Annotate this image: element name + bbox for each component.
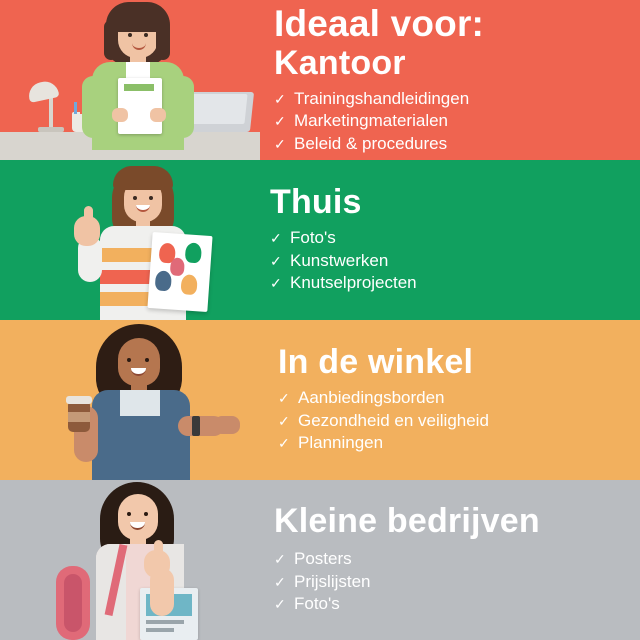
- person-eye: [144, 33, 148, 37]
- wristwatch-icon: [192, 416, 200, 436]
- list-item-label: Knutselprojecten: [290, 273, 417, 293]
- list-item-label: Planningen: [298, 433, 384, 453]
- list-item-label: Gezondheid en veiligheid: [298, 410, 489, 430]
- person-eye: [128, 33, 132, 37]
- handprint-icon: [185, 242, 202, 263]
- person-arm-right: [172, 76, 194, 138]
- text-block-kleine-bedrijven: [260, 504, 640, 616]
- thumb-icon: [154, 540, 163, 556]
- list-item-label: Marketingmaterialen: [294, 111, 449, 131]
- list-item-label: Beleid & procedures: [294, 133, 448, 153]
- check-icon: ✓: [278, 435, 290, 452]
- list-item: [274, 110, 622, 133]
- bullet-list-in-de-winkel: [278, 387, 622, 455]
- list-item-label: Foto's: [290, 228, 336, 248]
- check-icon: ✓: [270, 252, 282, 269]
- person-hair-side: [104, 20, 118, 60]
- person-hair-side: [156, 20, 170, 60]
- list-item: [274, 133, 622, 156]
- thumb-icon: [84, 206, 93, 222]
- desk-lamp-stem: [49, 97, 53, 127]
- list-item-label: Prijslijsten: [294, 571, 371, 591]
- pen-icon: [74, 102, 77, 114]
- document-header-bar: [124, 84, 154, 91]
- check-icon: ✓: [274, 596, 286, 613]
- list-item-label: Posters: [294, 549, 352, 569]
- bullet-list-kleine-bedrijven: [274, 548, 622, 616]
- list-item-label: Aanbiedingsborden: [298, 388, 445, 408]
- poster-text-line: [146, 620, 184, 624]
- list-item: [274, 88, 622, 111]
- check-icon: ✓: [278, 390, 290, 407]
- page-title: Ideaal voor:: [274, 2, 485, 44]
- check-icon: ✓: [274, 90, 286, 107]
- handprint-artwork: [147, 232, 212, 312]
- handprint-icon: [180, 274, 197, 295]
- bullet-list-thuis: [270, 227, 622, 295]
- list-item: [270, 272, 622, 295]
- person-bangs: [113, 166, 173, 190]
- list-item: [278, 432, 622, 455]
- person-hand-left: [112, 108, 128, 122]
- text-block-thuis: [260, 185, 640, 295]
- person-eye: [149, 196, 153, 200]
- list-item-label: Foto's: [294, 594, 340, 614]
- section-kleine-bedrijven: [0, 480, 640, 640]
- person-eye: [133, 196, 137, 200]
- list-item: [274, 571, 622, 594]
- check-icon: ✓: [270, 275, 282, 292]
- section-heading-in-de-winkel: In de winkel: [278, 343, 474, 382]
- check-icon: ✓: [270, 230, 282, 247]
- check-icon: ✓: [274, 135, 286, 152]
- section-heading-thuis: Thuis: [270, 183, 362, 222]
- coffee-cup-lid: [66, 396, 92, 404]
- yoga-mat-core: [64, 574, 82, 632]
- desk-lamp-icon: [38, 127, 64, 132]
- list-item: [274, 548, 622, 571]
- coffee-cup-sleeve: [68, 412, 90, 422]
- person-arm-left: [82, 76, 104, 138]
- photo-office-woman: [0, 0, 260, 160]
- handprint-icon: [155, 270, 172, 291]
- person-head: [118, 494, 158, 540]
- list-item-label: Kunstwerken: [290, 250, 389, 270]
- desk-lamp-head: [26, 79, 59, 103]
- handprint-icon: [170, 257, 185, 276]
- check-icon: ✓: [274, 573, 286, 590]
- text-block-kantoor: [260, 2, 640, 156]
- apron-strap: [160, 390, 168, 426]
- person-eye: [144, 512, 148, 516]
- section-heading-kleine-bedrijven: Kleine bedrijven: [274, 502, 540, 541]
- check-icon: ✓: [274, 113, 286, 130]
- poster-text-line: [146, 628, 174, 632]
- person-hand-right: [150, 108, 166, 122]
- section-heading-kantoor: Kantoor: [274, 43, 406, 82]
- section-in-de-winkel: [0, 320, 640, 480]
- laptop-screen: [186, 94, 247, 124]
- photo-girl-artwork: [0, 160, 260, 320]
- text-block-in-de-winkel: [260, 345, 640, 455]
- person-eye: [127, 512, 131, 516]
- apron-strap: [112, 390, 120, 426]
- photo-small-business-woman: [0, 480, 260, 640]
- list-item: [278, 387, 622, 410]
- person-shirt: [118, 390, 162, 416]
- section-kantoor: [0, 0, 640, 160]
- person-eye: [145, 358, 149, 362]
- section-thuis: [0, 160, 640, 320]
- person-eye: [127, 358, 131, 362]
- bullet-list-kantoor: [274, 88, 622, 156]
- person-head: [118, 338, 160, 386]
- list-item-label: Trainingshandleidingen: [294, 88, 470, 108]
- list-item: [270, 227, 622, 250]
- list-item: [270, 250, 622, 273]
- check-icon: ✓: [278, 412, 290, 429]
- list-item: [274, 593, 622, 616]
- check-icon: ✓: [274, 551, 286, 568]
- photo-shop-woman: [0, 320, 260, 480]
- pointing-hand-icon: [214, 416, 240, 434]
- list-item: [278, 410, 622, 433]
